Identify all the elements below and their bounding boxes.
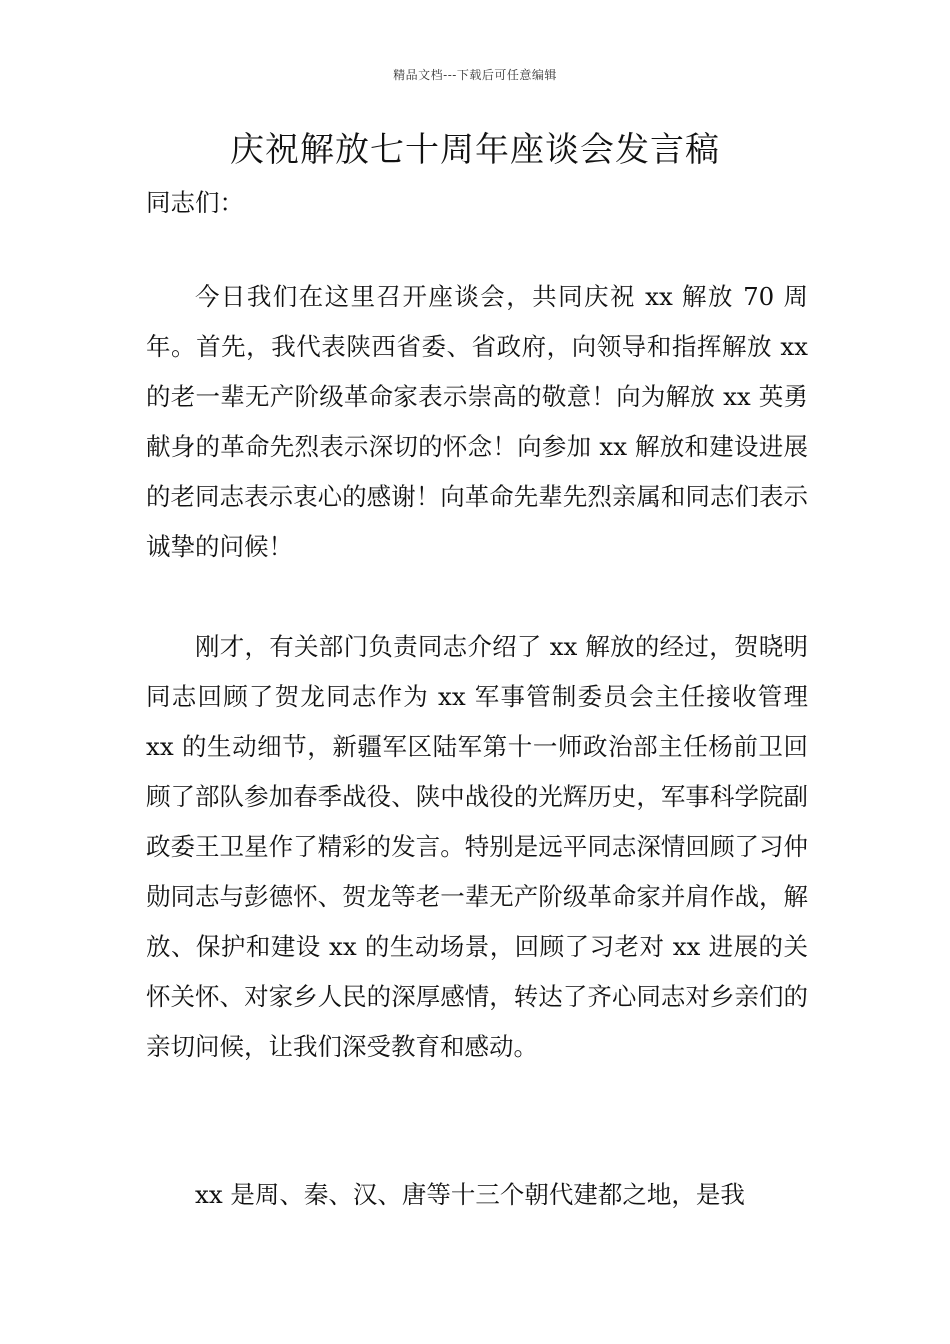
paragraph-2: 刚才，有关部门负责同志介绍了 xx 解放的经过，贺晓明同志回顾了贺龙同志作为 xx 军事管制委员会主任接收管理 xx 的生动细节，新疆军区陆军第十一师政治部主任杨前卫回顾了部队参加春季战役、陕中战役的光辉历史，军事科学院副政委王卫星作了精彩的发言。特别是远平同志深情回顾了习仲勋同志与彭德怀、贺龙等老一辈无产阶级革命家并肩作战，解放、保护和建设 xx 的生动场景，回顾了习老对 xx 进展的关怀关怀、对家乡人民的深厚感情，转达了齐心同志对乡亲们的亲切问候，让我们深受教育和感动。	[146, 632, 808, 1061]
greeting: 同志们：	[146, 188, 244, 217]
document-title: 庆祝解放七十周年座谈会发言稿	[230, 130, 720, 170]
paragraph-3: xx 是周、秦、汉、唐等十三个朝代建都之地，是我	[195, 1180, 745, 1209]
paragraph-1: 今日我们在这里召开座谈会，共同庆祝 xx 解放 70 周年。首先，我代表陕西省委、省政府，向领导和指挥解放 xx 的老一辈无产阶级革命家表示崇高的敬意！向为解放 xx 英勇献身的革命先烈表示深切的怀念！向参加 xx 解放和建设进展的老同志表示衷心的感谢！向革命先辈先烈亲属和同志们表示诚挚的问候！	[146, 282, 808, 561]
header-note: 精品文档---下载后可任意编辑	[393, 68, 557, 82]
